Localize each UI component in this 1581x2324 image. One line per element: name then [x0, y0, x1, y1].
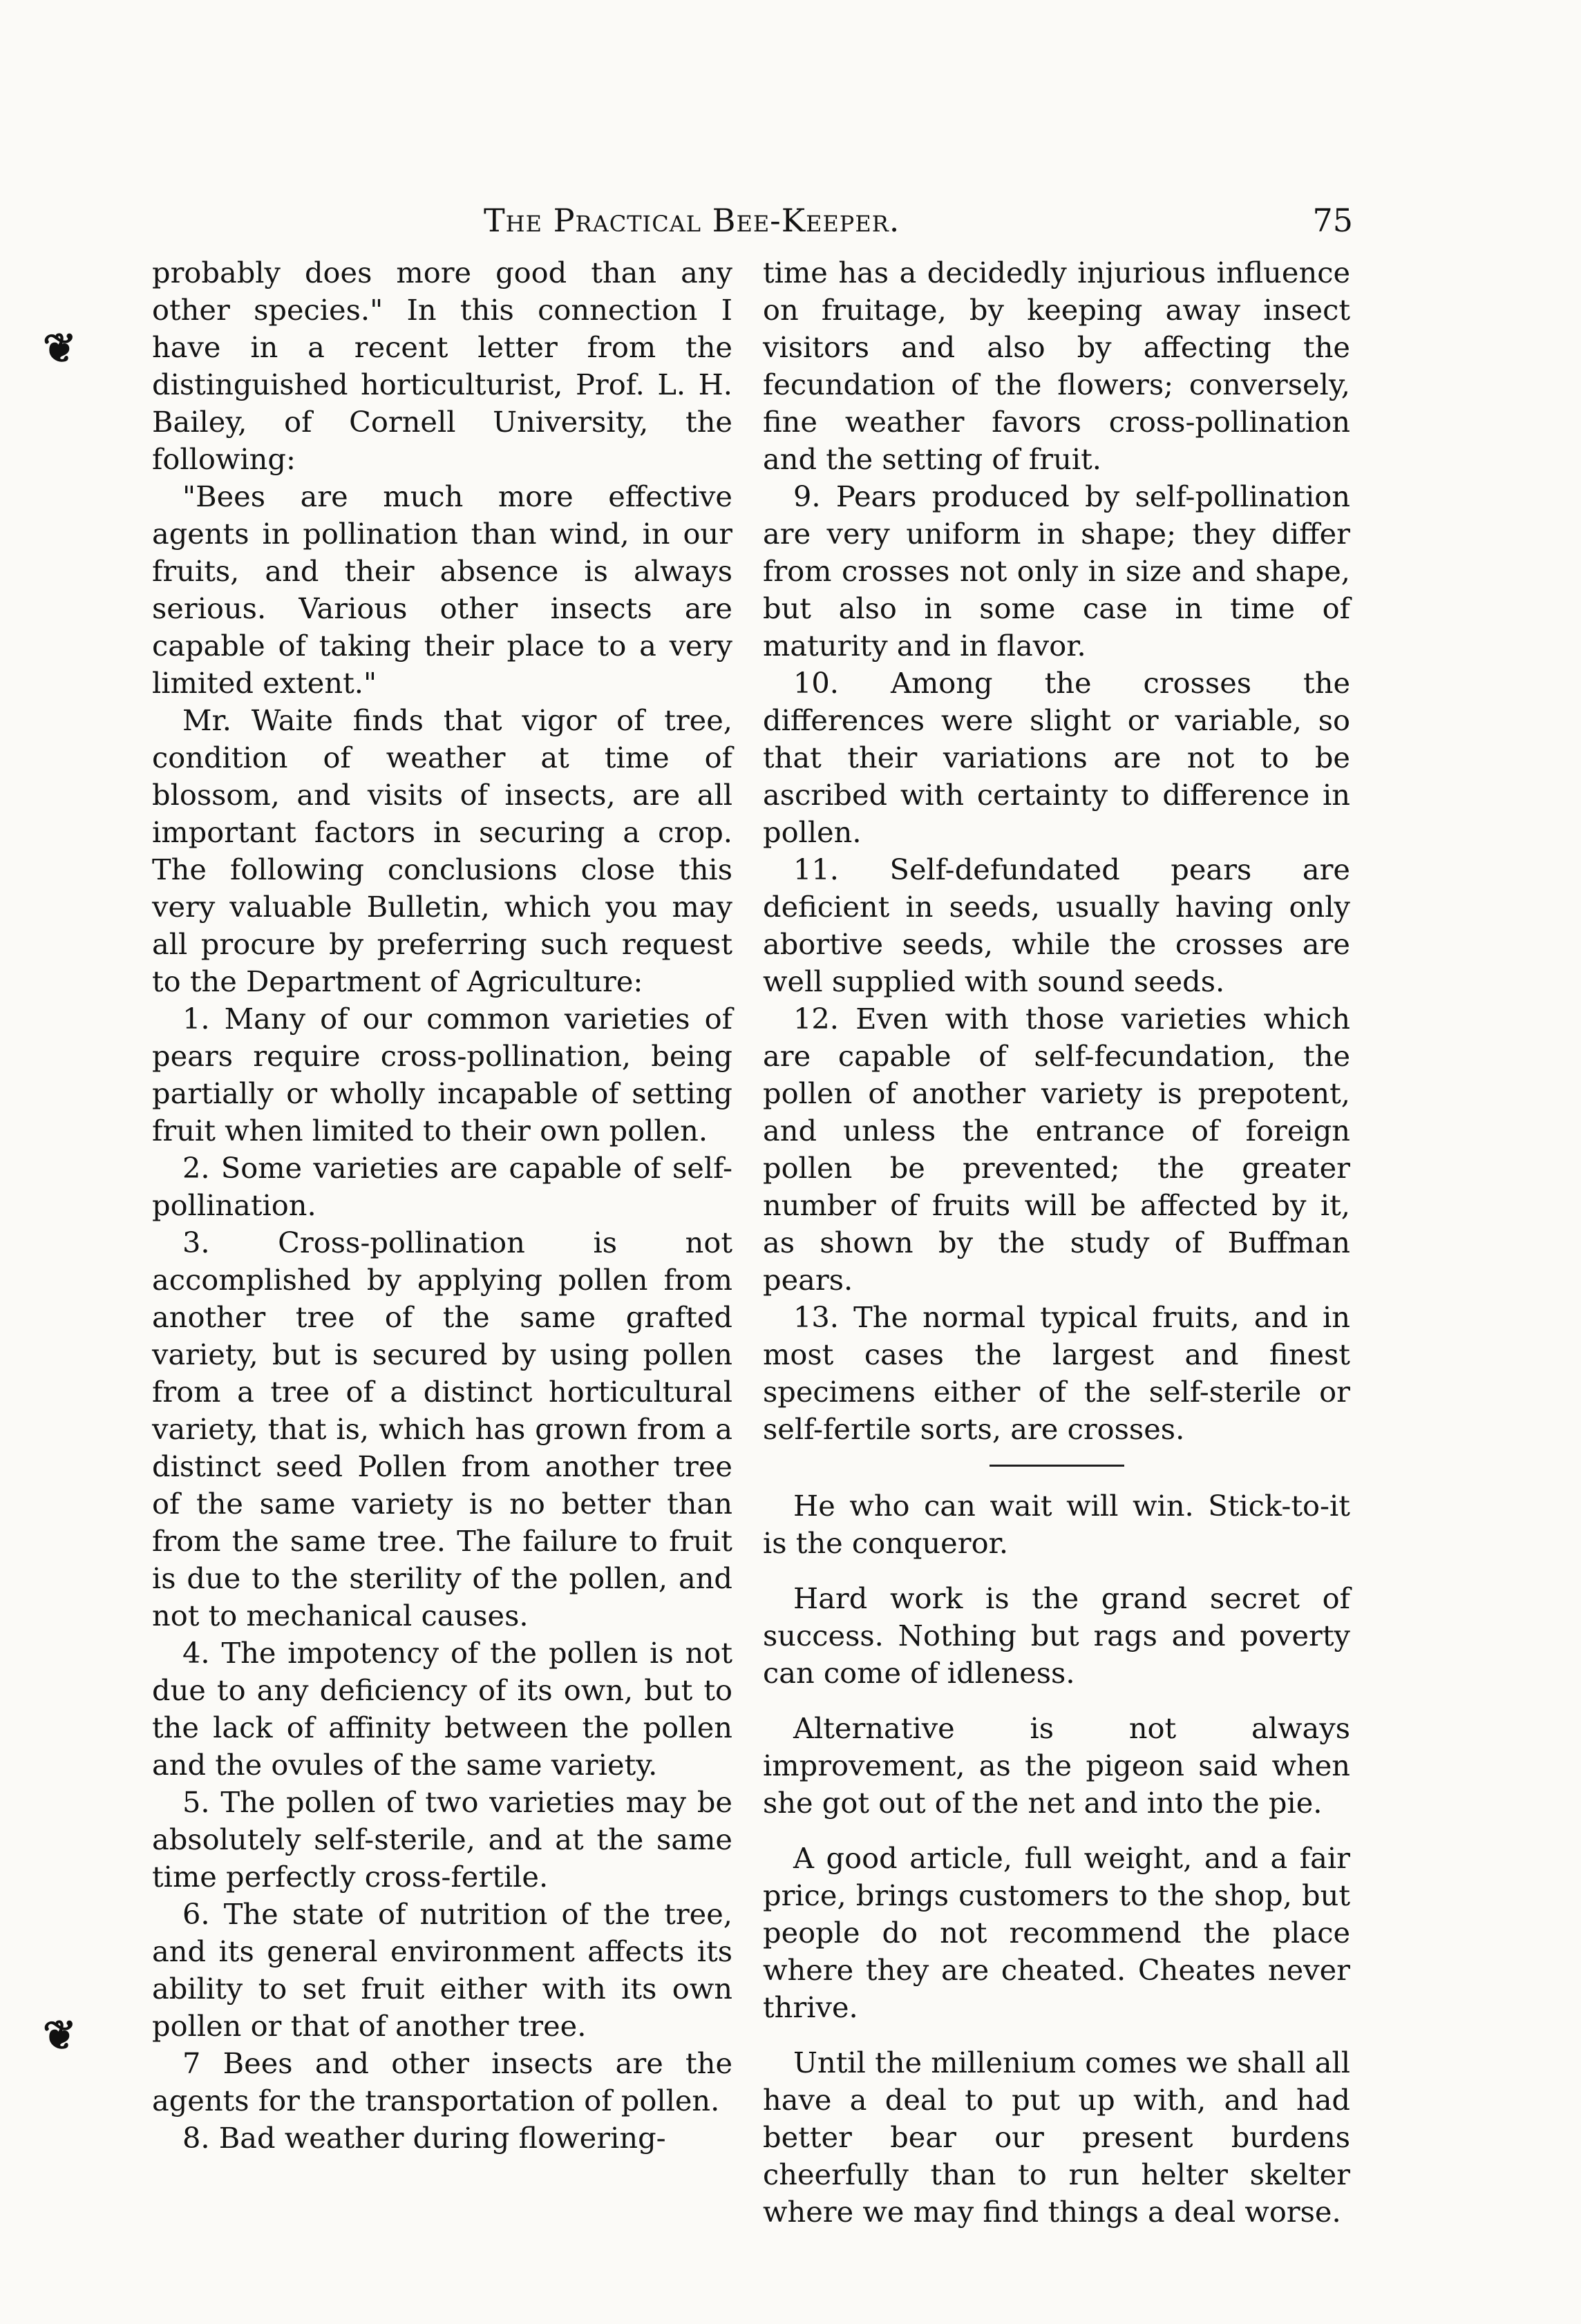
list-item: 4. The impotency of the pollen is not due to any deficiency of its own, but to the lack of affinity between the pollen and the ovules of the same variety.: [152, 1636, 732, 1782]
left-column: [152, 254, 732, 2157]
proverb: He who can wait will win. Stick-to-it is the conqueror.: [763, 1489, 1350, 1560]
paragraph: probably does more good than any other species." In this connection I have in a recent letter from the distinguished horticulturist, Prof. L. H. Bailey, of Cornell University, the following:: [152, 256, 732, 476]
list-item-continued: time has a decidedly injurious influence on fruitage, by keeping away insect visitors and also by affecting the fecundation of the flowers; conversely, fine weather favors cross-pollination and the setting of fruit.: [763, 256, 1350, 476]
running-title: The Practical Bee-Keeper.: [484, 202, 900, 239]
list-item: 10. Among the crosses the differences were slight or variable, so that their variations are not to be ascribed with certainty to difference in pollen.: [763, 666, 1350, 849]
proverb: A good article, full weight, and a fair price, brings customers to the shop, but people do not recommend the place where they are cheated. Cheates never thrive.: [763, 1841, 1350, 2024]
paragraph: Mr. Waite finds that vigor of tree, condition of weather at time of blossom, and visits of insects, are all important factors in securing a crop. The following conclusions close this very valuable Bulletin, which you may all procure by preferring such request to the Department of Agriculture:: [152, 703, 732, 998]
list-item: 2. Some varieties are capable of self-pollination.: [152, 1151, 732, 1222]
proverb: Hard work is the grand secret of success. Nothing but rags and poverty can come of idleness.: [763, 1581, 1350, 1690]
list-item: 1. Many of our common varieties of pears require cross-pollination, being partially or wholly incapable of setting fruit when limited to their own pollen.: [152, 1002, 732, 1147]
page-number: 75: [1312, 202, 1353, 239]
list-item: 12. Even with those varieties which are capable of self-fecundation, the pollen of another variety is prepotent, and unless the entrance of foreign pollen be prevented; the greater number of fruits will be affected by it, as shown by the study of Buffman pears.: [763, 1002, 1350, 1297]
ink-mark: ❦: [43, 325, 77, 372]
section-divider: [990, 1465, 1124, 1467]
list-item: 5. The pollen of two varieties may be absolutely self-sterile, and at the same time perfectly cross-fertile.: [152, 1785, 732, 1894]
quote-paragraph: "Bees are much more effective agents in pollination than wind, in our fruits, and their absence is always serious. Various other insects are capable of taking their place to a very limited extent.": [152, 479, 732, 700]
proverb: Alternative is not always improvement, as the pigeon said when she got out of the net and into the pie.: [763, 1711, 1350, 1820]
proverb: Until the millenium comes we shall all have a deal to put up with, and had better bear our present burdens cheerfully than to run helter skelter where we may find things a deal worse.: [763, 2046, 1350, 2229]
right-column: [763, 254, 1350, 2231]
list-item: 3. Cross-pollination is not accomplished by applying pollen from another tree of the same grafted variety, but is secured by using pollen from a tree of a distinct horticultural variety, that is, which has grown from a distinct seed Pollen from another tree of the same variety is no better than from the same tree. The failure to fruit is due to the sterility of the pollen, and not to mechanical causes.: [152, 1226, 732, 1632]
ink-mark: ❦: [43, 2012, 77, 2059]
list-item: 8. Bad weather during flowering-: [182, 2121, 666, 2155]
list-item: 13. The normal typical fruits, and in most cases the largest and finest specimens either of the self-sterile or self-fertile sorts, are crosses.: [763, 1300, 1350, 1446]
list-item: 7 Bees and other insects are the agents for the transportation of pollen.: [152, 2046, 732, 2117]
list-item: 9. Pears produced by self-pollination are very uniform in shape; they differ from crosses not only in size and shape, but also in some case in time of maturity and in flavor.: [763, 479, 1350, 663]
list-item: 6. The state of nutrition of the tree, and its general environment affects its ability to set fruit either with its own pollen or that of another tree.: [152, 1897, 732, 2043]
list-item: 11. Self-defundated pears are deficient in seeds, usually having only abortive seeds, while the crosses are well supplied with sound seeds.: [763, 853, 1350, 998]
